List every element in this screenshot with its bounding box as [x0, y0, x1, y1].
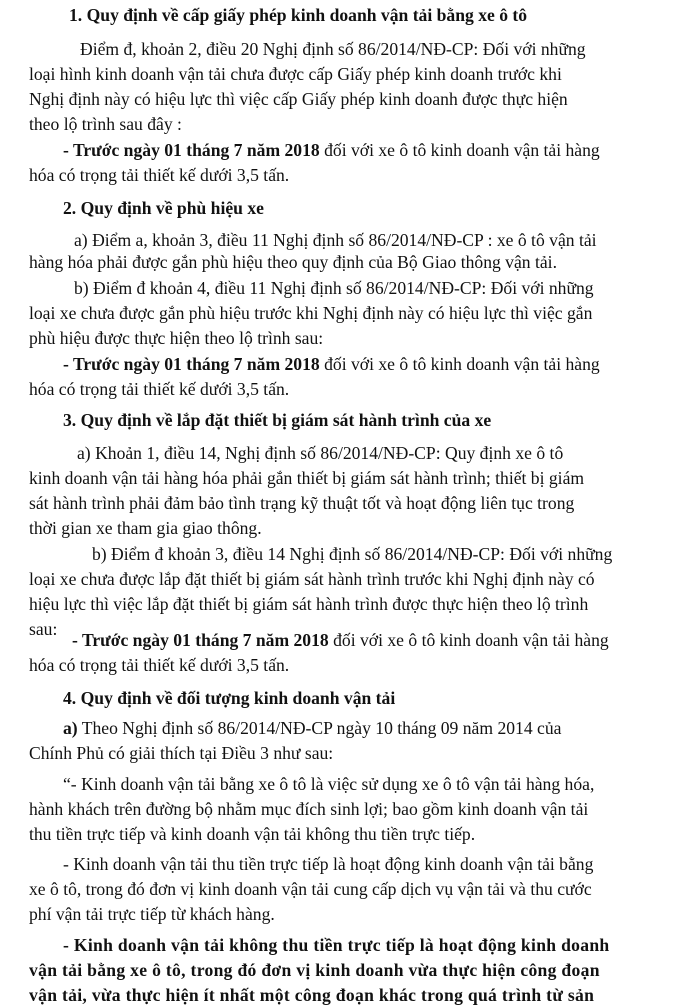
section-2-deadline-line: hóa có trọng tải thiết kế dưới 3,5 tấn.: [29, 379, 290, 399]
section-2-item-a-line: a) Điểm a, khoản 3, điều 11 Nghị định số 86/2014/NĐ-CP : xe ô tô vận tải: [74, 230, 597, 250]
section-1-deadline-line: [63, 142, 600, 160]
section-2-item-a-line: hàng hóa phải được gắn phù hiệu theo quy định của Bộ Giao thông vận tải.: [29, 252, 557, 272]
deadline-date: - Trước ngày 01 tháng 7 năm 2018: [63, 354, 320, 374]
section-1-paragraph-line: Nghị định này có hiệu lực thì việc cấp Giấy phép kinh doanh được thực hiện: [29, 89, 568, 109]
section-1-paragraph-line: Điểm đ, khoản 2, điều 20 Nghị định số 86/2014/NĐ-CP: Đối với những: [80, 39, 586, 59]
section-1-heading: 1. Quy định về cấp giấy phép kinh doanh vận tải bằng xe ô tô: [69, 5, 528, 25]
section-2-item-b-line: phù hiệu được thực hiện theo lộ trình sau:: [29, 328, 324, 348]
quote-line: phí vận tải trực tiếp từ khách hàng.: [29, 904, 275, 924]
section-2-item-b-line: loại xe chưa được gắn phù hiệu trước khi Nghị định này có hiệu lực thì việc gắn: [29, 303, 593, 323]
quote-line-bold: vận tải bằng xe ô tô, trong đó đơn vị kinh doanh vừa thực hiện công đoạn: [29, 960, 600, 980]
section-3-item-a-line: thời gian xe tham gia giao thông.: [29, 518, 262, 538]
section-2-item-b-line: b) Điểm đ khoản 4, điều 11 Nghị định số 86/2014/NĐ-CP: Đối với những: [74, 278, 594, 298]
deadline-text: đối với xe ô tô kinh doanh vận tải hàng: [319, 354, 600, 374]
section-1-paragraph-line: theo lộ trình sau đây :: [29, 114, 182, 134]
section-3-item-a-line: a) Khoản 1, điều 14, Nghị định số 86/2014/NĐ-CP: Quy định xe ô tô: [77, 443, 564, 463]
section-3-item-b-line: b) Điểm đ khoản 3, điều 14 Nghị định số 86/2014/NĐ-CP: Đối với những: [92, 544, 613, 564]
section-3-deadline-line: hóa có trọng tải thiết kế dưới 3,5 tấn.: [29, 655, 290, 675]
quote-line-bold: - Kinh doanh vận tải không thu tiền trực tiếp là hoạt động kinh doanh: [63, 935, 610, 955]
section-3-item-b-line: loại xe chưa được lắp đặt thiết bị giám sát hành trình trước khi Nghị định này có: [29, 569, 595, 589]
section-1-paragraph-line: loại hình kinh doanh vận tải chưa được cấp Giấy phép kinh doanh trước khi: [29, 64, 562, 84]
section-2-deadline-line: [63, 356, 600, 374]
section-1-deadline-line: hóa có trọng tải thiết kế dưới 3,5 tấn.: [29, 165, 290, 185]
section-4-heading: 4. Quy định về đối tượng kinh doanh vận tải: [63, 688, 396, 708]
quote-line: hành khách trên đường bộ nhằm mục đích sinh lợi; bao gồm kinh doanh vận tải: [29, 799, 589, 819]
section-3-heading: 3. Quy định về lắp đặt thiết bị giám sát hành trình của xe: [63, 410, 492, 430]
section-3-item-a-line: sát hành trình phải đảm bảo tình trạng kỹ thuật tốt và hoạt động liên tục trong: [29, 493, 575, 513]
section-3-item-b-line: sau:: [29, 619, 58, 639]
section-3-deadline-line: [72, 632, 609, 650]
item-text: Theo Nghị định số 86/2014/NĐ-CP ngày 10 tháng 09 năm 2014 của: [77, 718, 562, 738]
deadline-text: đối với xe ô tô kinh doanh vận tải hàng: [319, 140, 600, 160]
section-2-heading: 2. Quy định về phù hiệu xe: [63, 198, 264, 218]
quote-line-bold: vận tải, vừa thực hiện ít nhất một công đoạn khác trong quá trình từ sản: [29, 985, 595, 1005]
deadline-date: - Trước ngày 01 tháng 7 năm 2018: [63, 140, 320, 160]
quote-line: “- Kinh doanh vận tải bằng xe ô tô là việc sử dụng xe ô tô vận tải hàng hóa,: [63, 774, 595, 794]
section-3-item-b-line: hiệu lực thì việc lắp đặt thiết bị giám sát hành trình được thực hiện theo lộ trình: [29, 594, 589, 614]
section-4-item-a-line: [63, 720, 561, 738]
deadline-text: đối với xe ô tô kinh doanh vận tải hàng: [328, 630, 609, 650]
section-4-item-a-line: Chính Phủ có giải thích tại Điều 3 như sau:: [29, 743, 334, 763]
quote-line: xe ô tô, trong đó đơn vị kinh doanh vận tải cung cấp dịch vụ vận tải và thu cước: [29, 879, 592, 899]
item-label: a): [63, 718, 78, 738]
quote-line: - Kinh doanh vận tải thu tiền trực tiếp là hoạt động kinh doanh vận tải bằng: [63, 854, 594, 874]
deadline-date: - Trước ngày 01 tháng 7 năm 2018: [72, 630, 329, 650]
quote-line: thu tiền trực tiếp và kinh doanh vận tải không thu tiền trực tiếp.: [29, 824, 476, 844]
section-3-item-a-line: kinh doanh vận tải hàng hóa phải gắn thiết bị giám sát hành trình; thiết bị giám: [29, 468, 585, 488]
